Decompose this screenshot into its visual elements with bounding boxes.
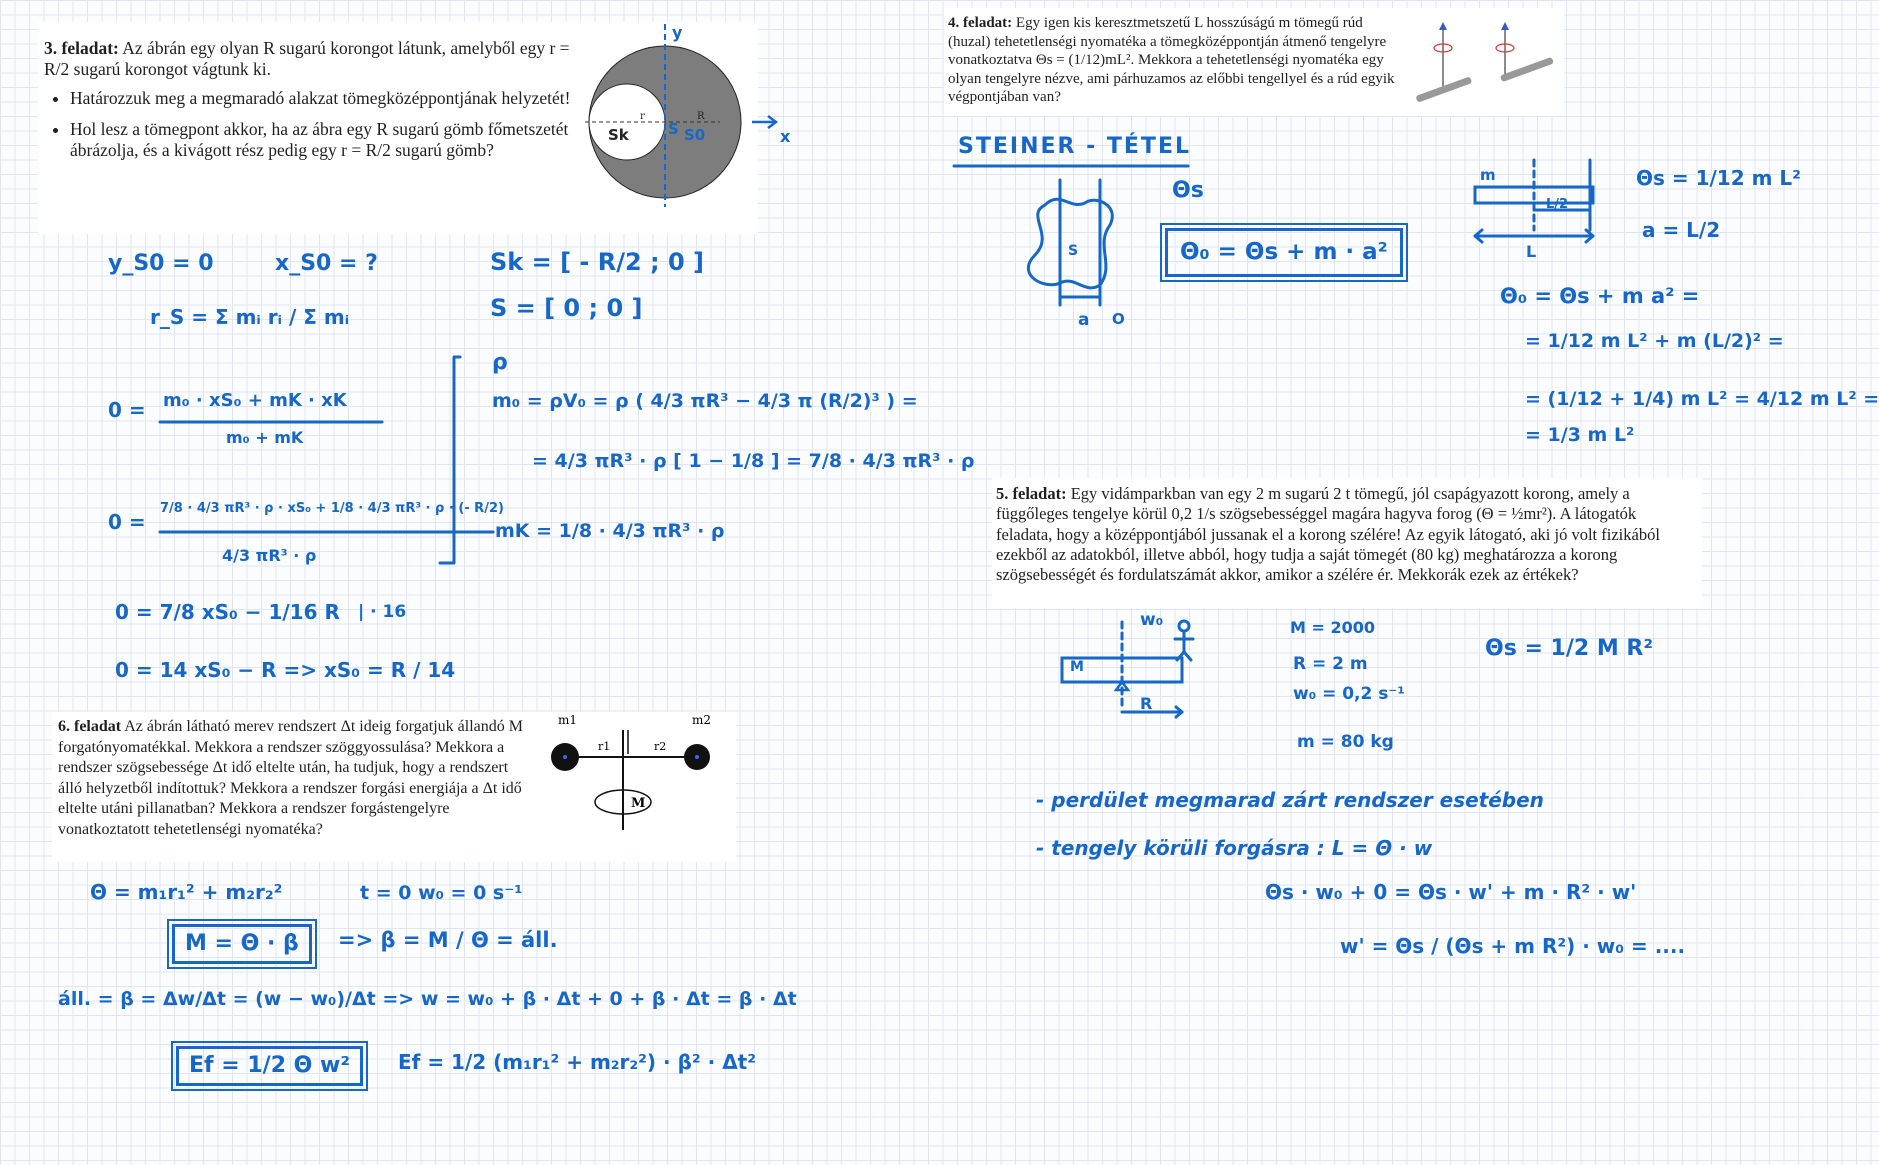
- problem-6-figure: [540, 710, 730, 860]
- note5-R-label: R: [1140, 694, 1153, 713]
- note5-data-4: m = 80 kg: [1297, 732, 1394, 752]
- note5-theta: Θs = 1/2 M R²: [1485, 636, 1653, 661]
- note3-zero-1: 0 =: [108, 398, 146, 422]
- note3-bracket: [438, 355, 468, 575]
- note3-rs: r_S = Σ mᵢ rᵢ / Σ mᵢ: [150, 305, 350, 329]
- note5-w0: w₀: [1140, 610, 1164, 630]
- note3-s: S = [ 0 ; 0 ]: [490, 294, 643, 322]
- note3-ys0: y_S0 = 0: [108, 251, 214, 276]
- note3-m0a: m₀ = ρV₀ = ρ ( 4/3 πR³ − 4/3 π (R/2)³ ) =: [492, 390, 918, 412]
- problem-3-bullet-2: • Hol lesz a tömegpont akkor, ha az ábra egy R sugarú gömb főmetszetét ábrázolja, és a kivágott rész pedig egy r = R/2 sugarú gömb?: [70, 119, 572, 161]
- s0-label: S0: [684, 126, 706, 144]
- problem-4-text: [948, 14, 1400, 107]
- note4-given-1: Θs = 1/12 m L²: [1636, 166, 1801, 190]
- problem-3-title: 3. feladat:: [44, 38, 119, 58]
- note5-text-4: w' = Θs / (Θs + m R²) · w₀ = ....: [1340, 934, 1686, 958]
- note5-data-1: M = 2000: [1290, 618, 1375, 637]
- problem-6-text: [58, 717, 524, 840]
- small-r-label: r: [640, 111, 645, 122]
- note4-theta-s: Θs: [1172, 178, 1204, 203]
- s-label: S: [668, 120, 679, 138]
- big-r-label: R: [697, 111, 705, 122]
- problem-5-body: Egy vidámparkban van egy 2 m sugarú 2 t tömegű, jól csapágyazott korong, amely a függőleges tengelye körül 0,2 1/s szögsebességgel magára hagyva forog (Θ = ½mr²). A látogatók feladata, hogy a középpontjából jussanak el a korong szélére! Az egyik látogató, aki jó volt fizikából ezekből az adatokból, illetve abból, hogy tudja a saját tömegét (80 kg) meghatározza a korong szögsebességét és fordulatszámát akkor, amikor a szélére ér. Mekkorák ezek az értékek?: [996, 484, 1660, 585]
- note4-line-1: Θ₀ = Θs + m a² =: [1500, 284, 1700, 308]
- note6-line-6-box: Ef = 1/2 Θ w²: [176, 1046, 363, 1086]
- note3-eq4: 0 = 14 xS₀ − R => xS₀ = R / 14: [115, 658, 456, 682]
- note4-formula-box: Θ₀ = Θs + m · a²: [1165, 228, 1403, 277]
- m2-label: m2: [692, 713, 712, 727]
- y-axis-label: y: [672, 23, 683, 42]
- problem-6-body: Az ábrán látható merev rendszert Δt ideig forgatjuk állandó M forgatónyomatékkal. Mekkora a rendszer szöggyossulása? Mekkora a rendszer szögsebessége Δt idő eltelte után, ha tudjuk, hogy a rendszert álló helyzetből indítottuk? Mekkora a rendszer forgási energiája a Δt idő eltelte utáni pillanatban? Mekkora a rendszer forgástengelyre vonatkoztatott tehetetlenségi nyomatéka?: [58, 718, 523, 838]
- x-axis-label: x: [780, 127, 791, 146]
- note3-mk: mK = 1/8 · 4/3 πR³ · ρ: [495, 520, 725, 542]
- note4-given-2: a = L/2: [1642, 218, 1721, 242]
- note4-line-3: = (1/12 + 1/4) m L² = 4/12 m L² =: [1525, 388, 1879, 410]
- problem-3-figure: [580, 22, 800, 232]
- problem-4-title: 4. feladat:: [948, 15, 1013, 31]
- note4-line-4: = 1/3 m L²: [1525, 424, 1635, 446]
- note4-fig-s: S: [1068, 243, 1079, 259]
- r2-label: r2: [654, 740, 667, 753]
- note4-line-2: = 1/12 m L² + m (L/2)² =: [1525, 330, 1784, 352]
- note3-eq2-den: 4/3 πR³ · ρ: [222, 546, 317, 565]
- problem-4-body: Egy igen kis keresztmetszetű L hosszúságú m tömegű rúd (huzal) tehetetlenségi nyomatéka a tömegközéppontján átmenő tengelyre vonatkoztatva Θs = (1/12)mL². Mekkora a tehetetlenségi nyomatéka egy olyan tengelyre nézve, ami párhuzamos az előbbi tengellyel és a rúd egyik végpontjában van?: [948, 15, 1395, 105]
- note5-data-3: w₀ = 0,2 s⁻¹: [1293, 684, 1405, 704]
- note4-fig-a: a: [1078, 310, 1090, 330]
- note3-eq1-num: m₀ · xS₀ + mK · xK: [163, 390, 347, 411]
- note3-rho: ρ: [492, 350, 508, 375]
- problem-6-title: 6. feladat: [58, 718, 122, 735]
- note4-steiner-sketch: [1015, 175, 1145, 315]
- note6-line-2: t = 0 w₀ = 0 s⁻¹: [360, 882, 523, 904]
- note5-mass-box-label: M: [1070, 659, 1084, 675]
- problem-5-text: [996, 484, 1692, 585]
- torque-label: M: [631, 796, 646, 811]
- note4-rod-L: L: [1526, 242, 1537, 261]
- note3-eq2-num: 7/8 · 4/3 πR³ · ρ · xS₀ + 1/8 · 4/3 πR³ · ρ · (- R/2): [160, 501, 504, 516]
- note3-factor: | · 16: [358, 602, 407, 622]
- note6-line-3-box: M = Θ · β: [172, 924, 312, 964]
- problem-5-title: 5. feladat:: [996, 484, 1067, 503]
- note3-m0b: = 4/3 πR³ · ρ [ 1 − 1/8 ] = 7/8 · 4/3 πR³ · ρ: [532, 450, 975, 472]
- problem-4-figure: [1405, 20, 1555, 110]
- note3-zero-2: 0 =: [108, 510, 146, 534]
- problem-3-intro: Az ábrán egy olyan R sugarú korongot látunk, amelyből egy r = R/2 sugarú korongot vágtunk ki.: [44, 38, 570, 79]
- note4-fig-o: O: [1112, 310, 1125, 328]
- note6-line-7: Ef = 1/2 (m₁r₁² + m₂r₂²) · β² · Δt²: [398, 1050, 756, 1074]
- problem-3-bullet-1: • Határozzuk meg a megmaradó alakzat tömegközéppontjának helyzetét!: [70, 88, 572, 109]
- note6-line-5: áll. = β = Δw/Δt = (w − w₀)/Δt => w = w₀ + β · Δt + 0 + β · Δt = β · Δt: [58, 988, 797, 1010]
- note3-eq3: 0 = 7/8 xS₀ − 1/16 R: [115, 600, 340, 624]
- r1-label: r1: [598, 740, 611, 753]
- problem-3-text: [44, 38, 572, 171]
- sk-label: Sk: [608, 126, 629, 144]
- note3-sk: Sk = [ - R/2 ; 0 ]: [490, 248, 704, 276]
- note3-eq1-den: m₀ + mK: [226, 428, 304, 447]
- note5-text-2: - tengely körüli forgásra : L = Θ · w: [1036, 836, 1433, 860]
- note6-line-4: => β = M / Θ = áll.: [338, 928, 558, 952]
- m1-label: m1: [558, 713, 578, 727]
- note5-text-1: - perdület megmarad zárt rendszer esetében: [1036, 788, 1544, 812]
- note4-rod-m: m: [1480, 166, 1496, 184]
- note3-xs0: x_S0 = ?: [275, 251, 378, 276]
- note4-heading: STEINER - TÉTEL: [958, 134, 1191, 159]
- note6-line-1: Θ = m₁r₁² + m₂r₂²: [90, 880, 283, 904]
- note4-rod-half: L/2: [1546, 197, 1569, 212]
- note5-text-3: Θs · w₀ + 0 = Θs · w' + m · R² · w': [1265, 880, 1637, 904]
- note5-data-2: R = 2 m: [1293, 654, 1368, 674]
